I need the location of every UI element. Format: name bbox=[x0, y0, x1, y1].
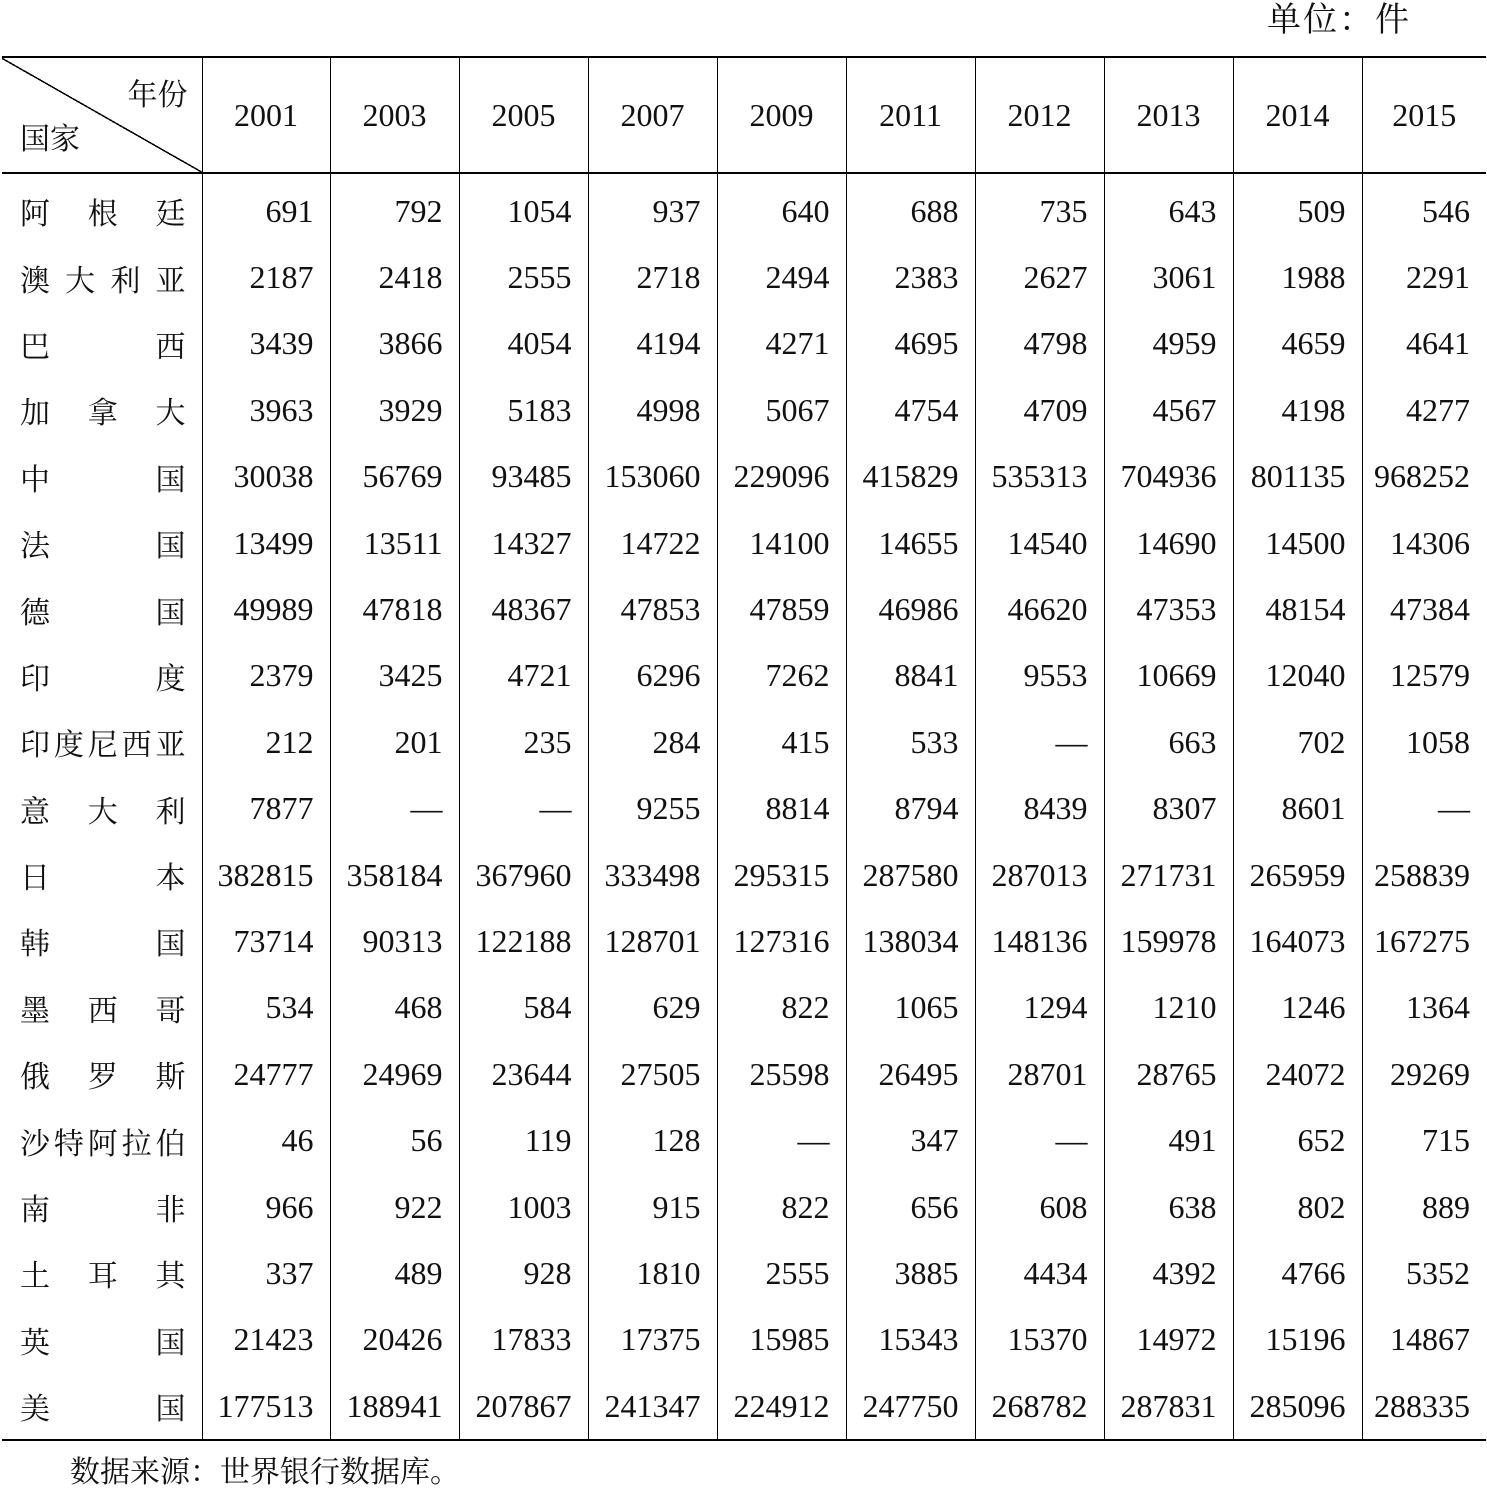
value-cell: 14655 bbox=[846, 510, 975, 576]
country-char: 大 bbox=[155, 396, 186, 432]
value-cell: 13511 bbox=[330, 510, 459, 576]
table-row bbox=[2, 908, 1486, 974]
value-cell: 663 bbox=[1104, 709, 1233, 775]
value-cell: 14540 bbox=[975, 510, 1104, 576]
value-cell: 652 bbox=[1233, 1107, 1362, 1173]
value-cell: 966 bbox=[202, 1174, 330, 1240]
value-cell: 968252 bbox=[1362, 444, 1486, 510]
value-cell: 2418 bbox=[330, 244, 459, 310]
value-cell: 73714 bbox=[202, 908, 330, 974]
value-cell: 638 bbox=[1104, 1174, 1233, 1240]
value-cell: 1003 bbox=[459, 1174, 588, 1240]
country-char: 度 bbox=[155, 661, 186, 697]
country-char: 德 bbox=[20, 595, 50, 631]
country-char: 西 bbox=[155, 329, 186, 365]
value-cell: 889 bbox=[1362, 1174, 1486, 1240]
value-cell: 212 bbox=[202, 709, 330, 775]
value-cell: 127316 bbox=[717, 908, 846, 974]
value-cell: 14500 bbox=[1233, 510, 1362, 576]
value-cell: 288335 bbox=[1362, 1373, 1486, 1440]
value-cell: 14100 bbox=[717, 510, 846, 576]
value-cell: 509 bbox=[1233, 173, 1362, 244]
year-header: 2007 bbox=[588, 57, 717, 173]
value-cell: 2187 bbox=[202, 244, 330, 310]
table-row bbox=[2, 643, 1486, 709]
value-cell: 8814 bbox=[717, 776, 846, 842]
value-cell: 3061 bbox=[1104, 244, 1233, 310]
country-char: 国 bbox=[155, 927, 186, 963]
value-cell: 49989 bbox=[202, 576, 330, 642]
value-cell: 24969 bbox=[330, 1041, 459, 1107]
year-header: 2005 bbox=[459, 57, 588, 173]
country-char: 其 bbox=[155, 1259, 186, 1295]
value-cell: 15370 bbox=[975, 1307, 1104, 1373]
value-cell: 4277 bbox=[1362, 377, 1486, 443]
corner-country-label: 国家 bbox=[20, 122, 80, 157]
value-cell: 4434 bbox=[975, 1240, 1104, 1306]
country-char: 中 bbox=[20, 462, 50, 498]
table-row bbox=[2, 244, 1486, 310]
country-char: 伯 bbox=[155, 1126, 186, 1162]
value-cell: 90313 bbox=[330, 908, 459, 974]
value-cell: 5067 bbox=[717, 377, 846, 443]
country-cell bbox=[2, 1373, 202, 1439]
value-cell: 4709 bbox=[975, 377, 1104, 443]
value-cell: 46986 bbox=[846, 576, 975, 642]
country-char: 度 bbox=[53, 728, 84, 764]
country-char: 美 bbox=[20, 1392, 50, 1428]
value-cell: 4054 bbox=[459, 311, 588, 377]
country-char: 法 bbox=[20, 529, 50, 565]
country-char: 哥 bbox=[155, 993, 186, 1029]
value-cell: 23644 bbox=[459, 1041, 588, 1107]
value-cell: 4198 bbox=[1233, 377, 1362, 443]
value-cell: 656 bbox=[846, 1174, 975, 1240]
value-cell: 533 bbox=[846, 709, 975, 775]
country-char: 大 bbox=[87, 794, 118, 830]
value-cell: 167275 bbox=[1362, 908, 1486, 974]
country-cell bbox=[2, 1240, 202, 1306]
value-cell: 153060 bbox=[588, 444, 717, 510]
value-cell: 207867 bbox=[459, 1373, 588, 1440]
country-char: 韩 bbox=[20, 927, 50, 963]
value-cell: 9553 bbox=[975, 643, 1104, 709]
value-cell: 14867 bbox=[1362, 1307, 1486, 1373]
value-cell: 928 bbox=[459, 1240, 588, 1306]
source-note: 数据来源：世界银行数据库。 bbox=[70, 1455, 460, 1490]
country-char: 意 bbox=[20, 794, 50, 830]
value-cell: 643 bbox=[1104, 173, 1233, 244]
value-cell: 534 bbox=[202, 975, 330, 1041]
country-char: 日 bbox=[20, 861, 50, 897]
country-char: 尼 bbox=[87, 728, 118, 764]
value-cell: 1246 bbox=[1233, 975, 1362, 1041]
value-cell: 8794 bbox=[846, 776, 975, 842]
country-char: 国 bbox=[155, 462, 186, 498]
value-cell: 333498 bbox=[588, 842, 717, 908]
value-cell: 12040 bbox=[1233, 643, 1362, 709]
table-row bbox=[2, 377, 1486, 443]
value-cell: 491 bbox=[1104, 1107, 1233, 1173]
value-cell: 8841 bbox=[846, 643, 975, 709]
value-cell: 47853 bbox=[588, 576, 717, 642]
header-row bbox=[2, 57, 1486, 173]
country-cell bbox=[2, 1107, 202, 1173]
country-char: 沙 bbox=[20, 1126, 50, 1162]
country-char: 拿 bbox=[87, 396, 118, 432]
value-cell: 1065 bbox=[846, 975, 975, 1041]
value-cell: 468 bbox=[330, 975, 459, 1041]
value-cell: 93485 bbox=[459, 444, 588, 510]
value-cell: 265959 bbox=[1233, 842, 1362, 908]
value-cell: 922 bbox=[330, 1174, 459, 1240]
value-cell: 48367 bbox=[459, 576, 588, 642]
value-cell: — bbox=[330, 776, 459, 842]
value-cell: 14722 bbox=[588, 510, 717, 576]
value-cell: 188941 bbox=[330, 1373, 459, 1440]
country-cell bbox=[2, 842, 202, 908]
unit-label: 单位：件 bbox=[1267, 0, 1411, 40]
value-cell: 21423 bbox=[202, 1307, 330, 1373]
value-cell: — bbox=[1362, 776, 1486, 842]
value-cell: 24072 bbox=[1233, 1041, 1362, 1107]
value-cell: 358184 bbox=[330, 842, 459, 908]
value-cell: 4271 bbox=[717, 311, 846, 377]
table-body bbox=[2, 173, 1486, 1440]
value-cell: 25598 bbox=[717, 1041, 846, 1107]
value-cell: 1054 bbox=[459, 173, 588, 244]
value-cell: 229096 bbox=[717, 444, 846, 510]
value-cell: 4641 bbox=[1362, 311, 1486, 377]
country-char: 土 bbox=[20, 1259, 50, 1295]
year-header: 2001 bbox=[202, 57, 330, 173]
year-header: 2009 bbox=[717, 57, 846, 173]
value-cell: 4998 bbox=[588, 377, 717, 443]
value-cell: 56769 bbox=[330, 444, 459, 510]
country-cell bbox=[2, 244, 202, 310]
value-cell: 3439 bbox=[202, 311, 330, 377]
value-cell: 10669 bbox=[1104, 643, 1233, 709]
value-cell: 17833 bbox=[459, 1307, 588, 1373]
country-char: 国 bbox=[155, 1325, 186, 1361]
value-cell: 367960 bbox=[459, 842, 588, 908]
value-cell: — bbox=[459, 776, 588, 842]
value-cell: 47859 bbox=[717, 576, 846, 642]
value-cell: 5352 bbox=[1362, 1240, 1486, 1306]
value-cell: 122188 bbox=[459, 908, 588, 974]
value-cell: 4766 bbox=[1233, 1240, 1362, 1306]
value-cell: 2555 bbox=[459, 244, 588, 310]
value-cell: 13499 bbox=[202, 510, 330, 576]
value-cell: 287831 bbox=[1104, 1373, 1233, 1440]
country-char: 廷 bbox=[155, 197, 186, 233]
country-char: 利 bbox=[110, 263, 141, 299]
value-cell: 17375 bbox=[588, 1307, 717, 1373]
value-cell: 241347 bbox=[588, 1373, 717, 1440]
value-cell: 2383 bbox=[846, 244, 975, 310]
value-cell: 15985 bbox=[717, 1307, 846, 1373]
value-cell: 608 bbox=[975, 1174, 1104, 1240]
value-cell: 47818 bbox=[330, 576, 459, 642]
value-cell: 26495 bbox=[846, 1041, 975, 1107]
table-row bbox=[2, 1240, 1486, 1306]
value-cell: 1364 bbox=[1362, 975, 1486, 1041]
value-cell: 8307 bbox=[1104, 776, 1233, 842]
value-cell: 3929 bbox=[330, 377, 459, 443]
country-char: 非 bbox=[155, 1193, 186, 1229]
value-cell: 138034 bbox=[846, 908, 975, 974]
value-cell: 128 bbox=[588, 1107, 717, 1173]
value-cell: 287013 bbox=[975, 842, 1104, 908]
table-row bbox=[2, 1107, 1486, 1173]
value-cell: 28701 bbox=[975, 1041, 1104, 1107]
country-cell bbox=[2, 1174, 202, 1240]
country-char: 西 bbox=[121, 728, 152, 764]
value-cell: 235 bbox=[459, 709, 588, 775]
value-cell: 177513 bbox=[202, 1373, 330, 1440]
table-row bbox=[2, 975, 1486, 1041]
value-cell: 415 bbox=[717, 709, 846, 775]
value-cell: 792 bbox=[330, 173, 459, 244]
value-cell: 702 bbox=[1233, 709, 1362, 775]
value-cell: 4659 bbox=[1233, 311, 1362, 377]
value-cell: 801135 bbox=[1233, 444, 1362, 510]
value-cell: 247750 bbox=[846, 1373, 975, 1440]
country-char: 印 bbox=[20, 661, 50, 697]
table-row bbox=[2, 311, 1486, 377]
year-header: 2014 bbox=[1233, 57, 1362, 173]
value-cell: 268782 bbox=[975, 1373, 1104, 1440]
value-cell: 47353 bbox=[1104, 576, 1233, 642]
country-cell bbox=[2, 643, 202, 709]
value-cell: 691 bbox=[202, 173, 330, 244]
value-cell: 56 bbox=[330, 1107, 459, 1173]
table-row bbox=[2, 510, 1486, 576]
value-cell: 7877 bbox=[202, 776, 330, 842]
value-cell: 4567 bbox=[1104, 377, 1233, 443]
country-char: 英 bbox=[20, 1325, 50, 1361]
value-cell: 29269 bbox=[1362, 1041, 1486, 1107]
value-cell: 164073 bbox=[1233, 908, 1362, 974]
value-cell: 735 bbox=[975, 173, 1104, 244]
country-char: 亚 bbox=[155, 728, 186, 764]
country-char: 国 bbox=[155, 595, 186, 631]
country-char: 俄 bbox=[20, 1060, 50, 1096]
value-cell: 415829 bbox=[846, 444, 975, 510]
value-cell: 640 bbox=[717, 173, 846, 244]
year-header: 2003 bbox=[330, 57, 459, 173]
value-cell: 715 bbox=[1362, 1107, 1486, 1173]
country-char: 巴 bbox=[20, 329, 50, 365]
value-cell: 2291 bbox=[1362, 244, 1486, 310]
value-cell: 1988 bbox=[1233, 244, 1362, 310]
country-cell bbox=[2, 776, 202, 842]
value-cell: 337 bbox=[202, 1240, 330, 1306]
country-cell bbox=[2, 908, 202, 974]
value-cell: 15196 bbox=[1233, 1307, 1362, 1373]
country-char: 利 bbox=[155, 794, 186, 830]
value-cell: 119 bbox=[459, 1107, 588, 1173]
value-cell: 7262 bbox=[717, 643, 846, 709]
value-cell: 822 bbox=[717, 975, 846, 1041]
value-cell: 46 bbox=[202, 1107, 330, 1173]
corner-header-cell bbox=[2, 57, 202, 173]
value-cell: 4695 bbox=[846, 311, 975, 377]
country-cell bbox=[2, 510, 202, 576]
value-cell: 546 bbox=[1362, 173, 1486, 244]
value-cell: 15343 bbox=[846, 1307, 975, 1373]
value-cell: 2379 bbox=[202, 643, 330, 709]
country-cell bbox=[2, 1041, 202, 1107]
value-cell: 2627 bbox=[975, 244, 1104, 310]
value-cell: 271731 bbox=[1104, 842, 1233, 908]
country-cell bbox=[2, 576, 202, 642]
value-cell: 28765 bbox=[1104, 1041, 1233, 1107]
value-cell: 30038 bbox=[202, 444, 330, 510]
value-cell: 224912 bbox=[717, 1373, 846, 1440]
value-cell: 20426 bbox=[330, 1307, 459, 1373]
value-cell: 14306 bbox=[1362, 510, 1486, 576]
value-cell: 382815 bbox=[202, 842, 330, 908]
value-cell: 915 bbox=[588, 1174, 717, 1240]
country-char: 澳 bbox=[20, 263, 50, 299]
value-cell: 4392 bbox=[1104, 1240, 1233, 1306]
value-cell: 284 bbox=[588, 709, 717, 775]
country-char: 罗 bbox=[87, 1060, 118, 1096]
table-row bbox=[2, 776, 1486, 842]
table-row bbox=[2, 1174, 1486, 1240]
value-cell: — bbox=[975, 1107, 1104, 1173]
value-cell: 8601 bbox=[1233, 776, 1362, 842]
table-row bbox=[2, 1373, 1486, 1440]
value-cell: 1210 bbox=[1104, 975, 1233, 1041]
year-header: 2015 bbox=[1362, 57, 1486, 173]
value-cell: 489 bbox=[330, 1240, 459, 1306]
value-cell: 802 bbox=[1233, 1174, 1362, 1240]
table-row bbox=[2, 444, 1486, 510]
country-char: 亚 bbox=[155, 263, 186, 299]
value-cell: 159978 bbox=[1104, 908, 1233, 974]
value-cell: 688 bbox=[846, 173, 975, 244]
country-char: 阿 bbox=[87, 1126, 118, 1162]
country-cell bbox=[2, 975, 202, 1041]
value-cell: 24777 bbox=[202, 1041, 330, 1107]
value-cell: 4754 bbox=[846, 377, 975, 443]
table-row bbox=[2, 173, 1486, 244]
value-cell: 629 bbox=[588, 975, 717, 1041]
country-char: 西 bbox=[87, 993, 118, 1029]
corner-year-label: 年份 bbox=[127, 78, 188, 113]
country-char: 南 bbox=[20, 1193, 50, 1229]
value-cell: 704936 bbox=[1104, 444, 1233, 510]
value-cell: 295315 bbox=[717, 842, 846, 908]
value-cell: 822 bbox=[717, 1174, 846, 1240]
value-cell: 1810 bbox=[588, 1240, 717, 1306]
value-cell: 535313 bbox=[975, 444, 1104, 510]
value-cell: 14972 bbox=[1104, 1307, 1233, 1373]
country-char: 国 bbox=[155, 529, 186, 565]
table-row bbox=[2, 1307, 1486, 1373]
patent-data-table bbox=[2, 56, 1486, 1441]
value-cell: 285096 bbox=[1233, 1373, 1362, 1440]
country-cell bbox=[2, 174, 202, 244]
value-cell: 4959 bbox=[1104, 311, 1233, 377]
value-cell: 584 bbox=[459, 975, 588, 1041]
value-cell: 3963 bbox=[202, 377, 330, 443]
value-cell: 1058 bbox=[1362, 709, 1486, 775]
country-char: 斯 bbox=[155, 1060, 186, 1096]
value-cell: 4194 bbox=[588, 311, 717, 377]
value-cell: 3866 bbox=[330, 311, 459, 377]
country-cell bbox=[2, 311, 202, 377]
value-cell: 48154 bbox=[1233, 576, 1362, 642]
country-char: 耳 bbox=[87, 1259, 118, 1295]
value-cell: — bbox=[717, 1107, 846, 1173]
country-char: 特 bbox=[53, 1126, 84, 1162]
value-cell: 3885 bbox=[846, 1240, 975, 1306]
value-cell: 6296 bbox=[588, 643, 717, 709]
value-cell: 12579 bbox=[1362, 643, 1486, 709]
value-cell: 14327 bbox=[459, 510, 588, 576]
value-cell: 2555 bbox=[717, 1240, 846, 1306]
value-cell: 2718 bbox=[588, 244, 717, 310]
country-char: 本 bbox=[155, 861, 186, 897]
value-cell: 14690 bbox=[1104, 510, 1233, 576]
value-cell: 201 bbox=[330, 709, 459, 775]
country-char: 国 bbox=[155, 1392, 186, 1428]
value-cell: — bbox=[975, 709, 1104, 775]
value-cell: 287580 bbox=[846, 842, 975, 908]
country-char: 阿 bbox=[20, 197, 50, 233]
value-cell: 937 bbox=[588, 173, 717, 244]
value-cell: 347 bbox=[846, 1107, 975, 1173]
table-row bbox=[2, 576, 1486, 642]
country-char: 加 bbox=[20, 396, 50, 432]
year-header: 2012 bbox=[975, 57, 1104, 173]
value-cell: 9255 bbox=[588, 776, 717, 842]
table-row bbox=[2, 709, 1486, 775]
country-cell bbox=[2, 709, 202, 775]
value-cell: 8439 bbox=[975, 776, 1104, 842]
value-cell: 46620 bbox=[975, 576, 1104, 642]
country-char: 墨 bbox=[20, 993, 50, 1029]
year-header: 2013 bbox=[1104, 57, 1233, 173]
country-char: 大 bbox=[65, 263, 96, 299]
country-char: 根 bbox=[87, 197, 118, 233]
table-row bbox=[2, 842, 1486, 908]
value-cell: 2494 bbox=[717, 244, 846, 310]
country-char: 拉 bbox=[121, 1126, 152, 1162]
country-cell bbox=[2, 444, 202, 510]
value-cell: 4798 bbox=[975, 311, 1104, 377]
value-cell: 5183 bbox=[459, 377, 588, 443]
value-cell: 148136 bbox=[975, 908, 1104, 974]
value-cell: 258839 bbox=[1362, 842, 1486, 908]
value-cell: 3425 bbox=[330, 643, 459, 709]
country-char: 印 bbox=[20, 728, 50, 764]
value-cell: 128701 bbox=[588, 908, 717, 974]
table-row bbox=[2, 1041, 1486, 1107]
country-cell bbox=[2, 377, 202, 443]
value-cell: 27505 bbox=[588, 1041, 717, 1107]
country-cell bbox=[2, 1307, 202, 1373]
value-cell: 47384 bbox=[1362, 576, 1486, 642]
value-cell: 4721 bbox=[459, 643, 588, 709]
year-header: 2011 bbox=[846, 57, 975, 173]
value-cell: 1294 bbox=[975, 975, 1104, 1041]
